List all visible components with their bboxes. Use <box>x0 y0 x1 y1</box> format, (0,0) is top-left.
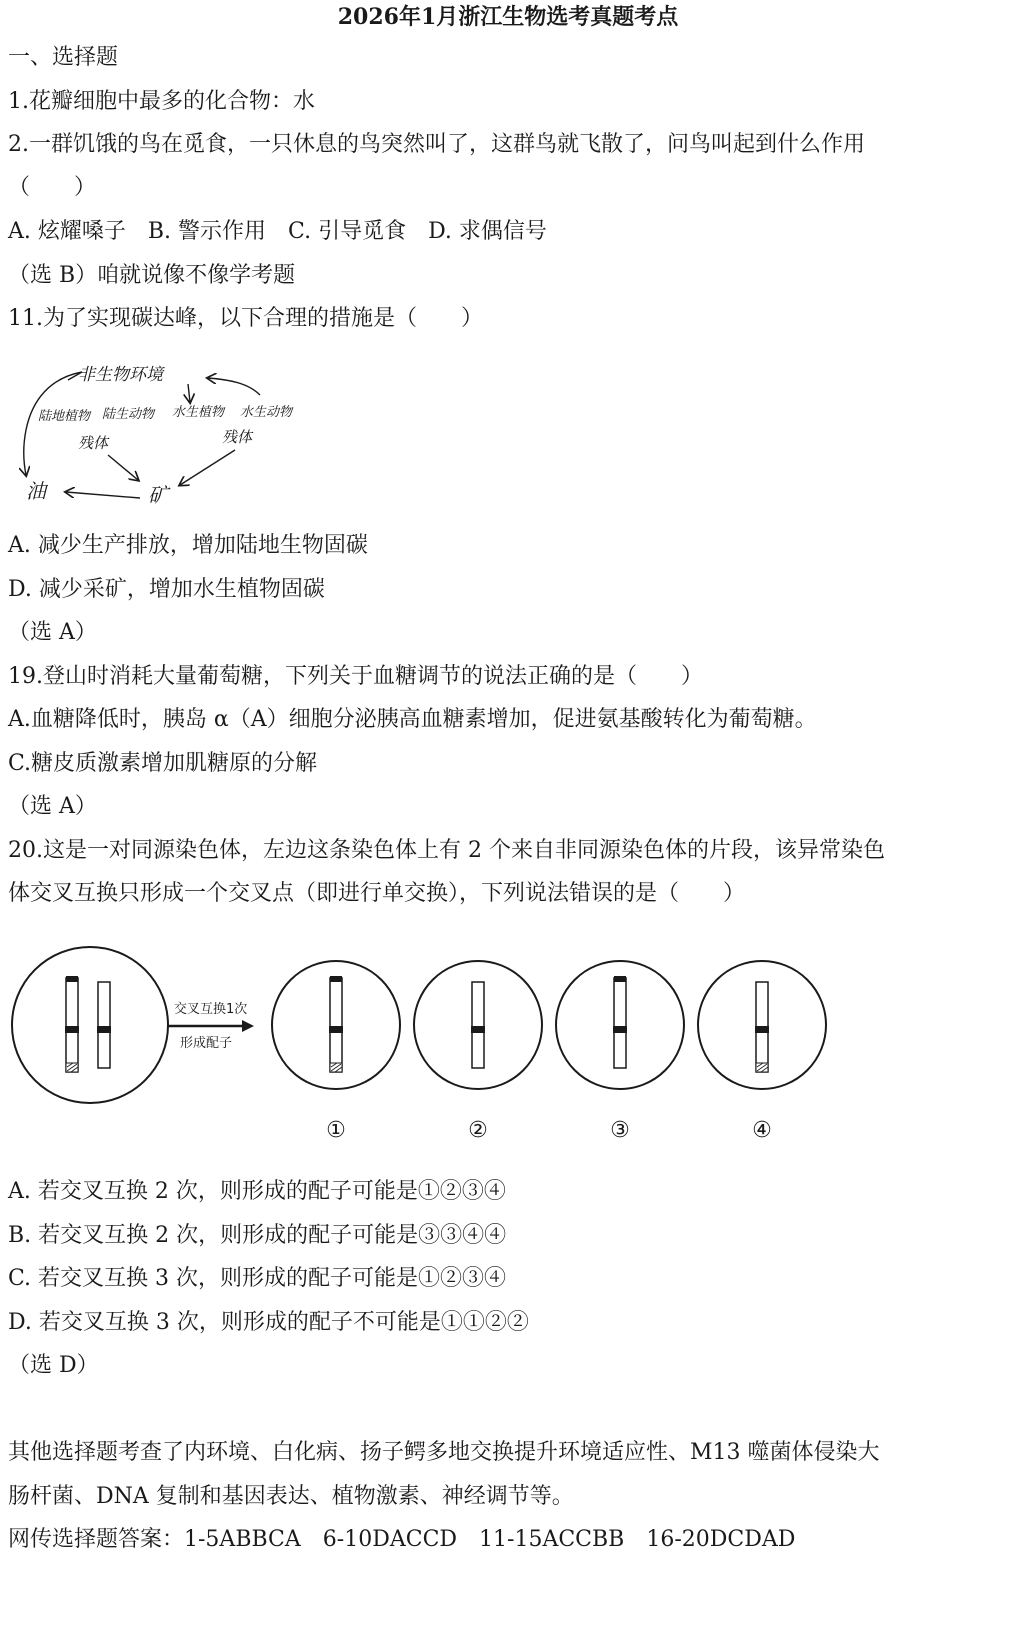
question-11-option-d: D. 减少采矿，增加水生植物固碳 <box>8 577 325 602</box>
sketch-remains-2: 残体 <box>222 428 253 446</box>
question-11-stem: 11.为了实现碳达峰，以下合理的措施是（ ） <box>8 306 483 331</box>
question-2-options: A. 炫耀嗓子 B. 警示作用 C. 引导觅食 D. 求偶信号 <box>8 219 547 244</box>
question-19-stem: 19.登山时消耗大量葡萄糖，下列关于血糖调节的说法正确的是（ ） <box>8 664 703 689</box>
gamete-label-1: ① <box>326 1118 346 1143</box>
gamete-3-chromosome <box>613 976 627 1068</box>
parent-cell <box>12 947 168 1103</box>
sketch-oil: 油 <box>26 479 46 503</box>
other-topics-line1: 其他选择题考查了内环境、白化病、扬子鳄多地交换提升环境适应性、M13 噬菌体侵染大 <box>8 1440 880 1465</box>
arrow-label-top: 交叉互换1次 <box>174 1002 248 1017</box>
sketch-water-animal: 水生动物 <box>240 405 293 420</box>
question-2-stem-bracket: （ ） <box>8 175 97 200</box>
question-20-stem-line2: 体交叉互换只形成一个交叉点（即进行单交换），下列说法错误的是（ ） <box>8 881 746 906</box>
sketch-remains-1: 残体 <box>78 434 109 452</box>
gamete-1-chromosome <box>329 976 343 1072</box>
answer-key: 网传选择题答案：1-5ABBCA 6-10DACCD 11-15ACCBB 16-20DCDAD <box>8 1527 796 1552</box>
sketch-land-plant: 陆地植物 <box>38 409 91 424</box>
question-20-option-a: A. 若交叉互换 2 次，则形成的配子可能是①②③④ <box>8 1179 506 1204</box>
sketch-water-plant: 水生植物 <box>172 405 225 420</box>
question-20-answer: （选 D） <box>8 1353 99 1378</box>
other-topics-line2: 肠杆菌、DNA 复制和基因表达、植物激素、神经调节等。 <box>8 1484 574 1509</box>
question-20-option-c: C. 若交叉互换 3 次，则形成的配子可能是①②③④ <box>8 1266 507 1291</box>
question-19-answer: （选 A） <box>8 794 97 819</box>
gamete-2-chromosome <box>471 982 485 1068</box>
question-20-option-d: D. 若交叉互换 3 次，则形成的配子不可能是①①②② <box>8 1310 529 1335</box>
carbon-cycle-sketch <box>10 350 330 520</box>
chromosome-diagram <box>0 940 880 1155</box>
question-11-answer: （选 A） <box>8 620 97 645</box>
gamete-4-chromosome <box>755 982 769 1072</box>
sketch-mine: 矿 <box>148 483 168 507</box>
question-1: 1.花瓣细胞中最多的化合物：水 <box>8 89 315 114</box>
gamete-label-2: ② <box>468 1118 488 1143</box>
question-11-option-a: A. 减少生产排放，增加陆地生物固碳 <box>8 533 368 558</box>
parent-chromosome-right <box>97 982 111 1068</box>
question-2-stem: 2.一群饥饿的鸟在觅食，一只休息的鸟突然叫了，这群鸟就飞散了，问鸟叫起到什么作用 <box>8 132 865 157</box>
question-19-option-c: C.糖皮质激素增加肌糖原的分解 <box>8 751 318 776</box>
question-20-stem-line1: 20.这是一对同源染色体，左边这条染色体上有 2 个来自非同源染色体的片段，该异常染色 <box>8 838 885 863</box>
question-20-option-b: B. 若交叉互换 2 次，则形成的配子可能是③③④④ <box>8 1223 507 1248</box>
question-19-option-a: A.血糖降低时，胰岛 α（A）细胞分泌胰高血糖素增加，促进氨基酸转化为葡萄糖。 <box>8 707 817 732</box>
sketch-env: 非生物环境 <box>78 365 163 385</box>
gamete-label-4: ④ <box>752 1118 772 1143</box>
parent-chromosome-left <box>65 976 79 1072</box>
question-2-answer: （选 B）咱就说像不像学考题 <box>8 263 296 288</box>
gamete-label-3: ③ <box>610 1118 630 1143</box>
arrow-label-bottom: 形成配子 <box>180 1036 233 1051</box>
section-heading: 一、选择题 <box>8 45 119 70</box>
sketch-land-animal: 陆生动物 <box>102 407 155 422</box>
page-title: 2026年1月浙江生物选考真题考点 <box>337 4 679 30</box>
